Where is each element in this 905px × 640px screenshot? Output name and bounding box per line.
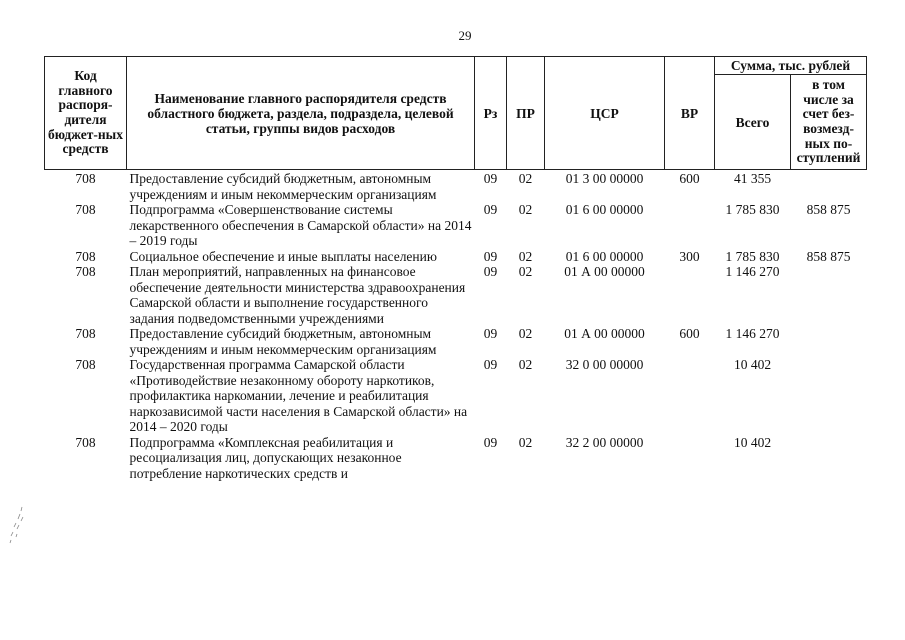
cell-free [791, 326, 867, 357]
cell-rz: 09 [483, 171, 498, 186]
cell-name: Государственная программа Самарской области «Противодействие незаконному обороту наркотиков, профилактика наркомании, лечение и реабилитация наркозависимой части населения в Самарской области» на 2014 – 2020 годы [129, 357, 468, 434]
cell-vr: 600 [679, 171, 700, 186]
table-body [45, 170, 867, 482]
cell-vr [665, 202, 715, 249]
cell-vr: 300 [679, 248, 700, 264]
cell-total: 41 355 [733, 171, 772, 186]
cell-total: 10 402 [733, 434, 772, 450]
table-row [45, 435, 867, 482]
cell-free [791, 170, 867, 203]
table-row [45, 202, 867, 249]
cell-name: Предоставление субсидий бюджетным, автономным учреждениям и иным некоммерческим организациям [129, 171, 437, 202]
cell-vr [665, 264, 715, 326]
cell-rz: 09 [483, 264, 498, 279]
cell-name: Предоставление субсидий бюджетным, автономным учреждениям и иным некоммерческим организациям [129, 326, 437, 357]
cell-vr [665, 435, 715, 482]
cell-code: 708 [75, 171, 96, 186]
margin-scribble-mark [8, 505, 30, 545]
cell-rz: 09 [483, 326, 498, 341]
cell-pr: 02 [518, 248, 533, 264]
cell-pr: 02 [518, 326, 533, 341]
cell-total: 1 146 270 [725, 264, 780, 279]
cell-total: 1 146 270 [725, 326, 780, 341]
cell-csr: 01 6 00 00000 [565, 202, 644, 217]
table-row [45, 170, 867, 203]
header-free: в том числе за счет без-возмезд-ных по-ступлений [791, 75, 867, 170]
cell-csr: 32 2 00 00000 [565, 434, 644, 450]
header-vr: ВР [665, 57, 715, 170]
cell-code: 708 [75, 248, 96, 264]
header-sum-group: Сумма, тыс. рублей [715, 57, 867, 75]
header-code: Код главного распоря-дителя бюджет-ных средств [45, 57, 127, 170]
cell-code: 708 [75, 357, 96, 372]
cell-csr: 01 А 00 00000 [564, 264, 645, 279]
cell-name: План мероприятий, направленных на финансовое обеспечение деятельности министерства здравоохранения Самарской области и выполнение государственного задания подведомственными учреждениями [129, 264, 466, 326]
cell-free: 858 875 [806, 202, 851, 217]
cell-name: Подпрограмма «Комплексная реабилитация и ресоциализация лиц, допускающих незаконное потребление наркотических средств и [129, 434, 402, 481]
table-row [45, 264, 867, 326]
cell-csr: 01 6 00 00000 [565, 248, 644, 264]
cell-code: 708 [75, 202, 96, 217]
cell-rz: 09 [483, 202, 498, 217]
cell-total: 1 785 830 [725, 248, 780, 264]
cell-name: Социальное обеспечение и иные выплаты населению [129, 248, 437, 264]
cell-code: 708 [75, 434, 96, 450]
table-row [45, 326, 867, 357]
cell-rz: 09 [483, 357, 498, 372]
cell-free [791, 264, 867, 326]
cell-free [791, 435, 867, 482]
cell-code: 708 [75, 264, 96, 279]
table-row [45, 357, 867, 435]
header-total: Всего [715, 75, 791, 170]
header-name: Наименование главного распорядителя средств областного бюджета, раздела, подраздела, целевой статьи, группы видов расходов [127, 57, 475, 170]
cell-pr: 02 [518, 434, 533, 450]
cell-rz: 09 [483, 248, 498, 264]
header-csr: ЦСР [545, 57, 665, 170]
cell-csr: 01 3 00 00000 [565, 171, 644, 186]
cell-total: 10 402 [733, 357, 772, 372]
cell-code: 708 [75, 326, 96, 341]
cell-free: 858 875 [806, 248, 851, 264]
page-number: 29 [458, 28, 472, 43]
header-pr: ПР [507, 57, 545, 170]
cell-pr: 02 [518, 357, 533, 372]
header-rz: Рз [475, 57, 507, 170]
cell-vr: 600 [679, 326, 700, 341]
cell-pr: 02 [518, 202, 533, 217]
cell-rz: 09 [483, 434, 498, 450]
cell-csr: 01 А 00 00000 [564, 326, 645, 341]
cell-vr [665, 357, 715, 435]
table-header [45, 57, 867, 170]
cell-pr: 02 [518, 171, 533, 186]
budget-table [44, 56, 867, 481]
table-row [45, 249, 867, 265]
cell-pr: 02 [518, 264, 533, 279]
cell-total: 1 785 830 [725, 202, 780, 217]
cell-free [791, 357, 867, 435]
cell-name: Подпрограмма «Совершенствование системы лекарственного обеспечения в Самарской области» на 2014 – 2019 годы [129, 202, 472, 248]
cell-csr: 32 0 00 00000 [565, 357, 644, 372]
